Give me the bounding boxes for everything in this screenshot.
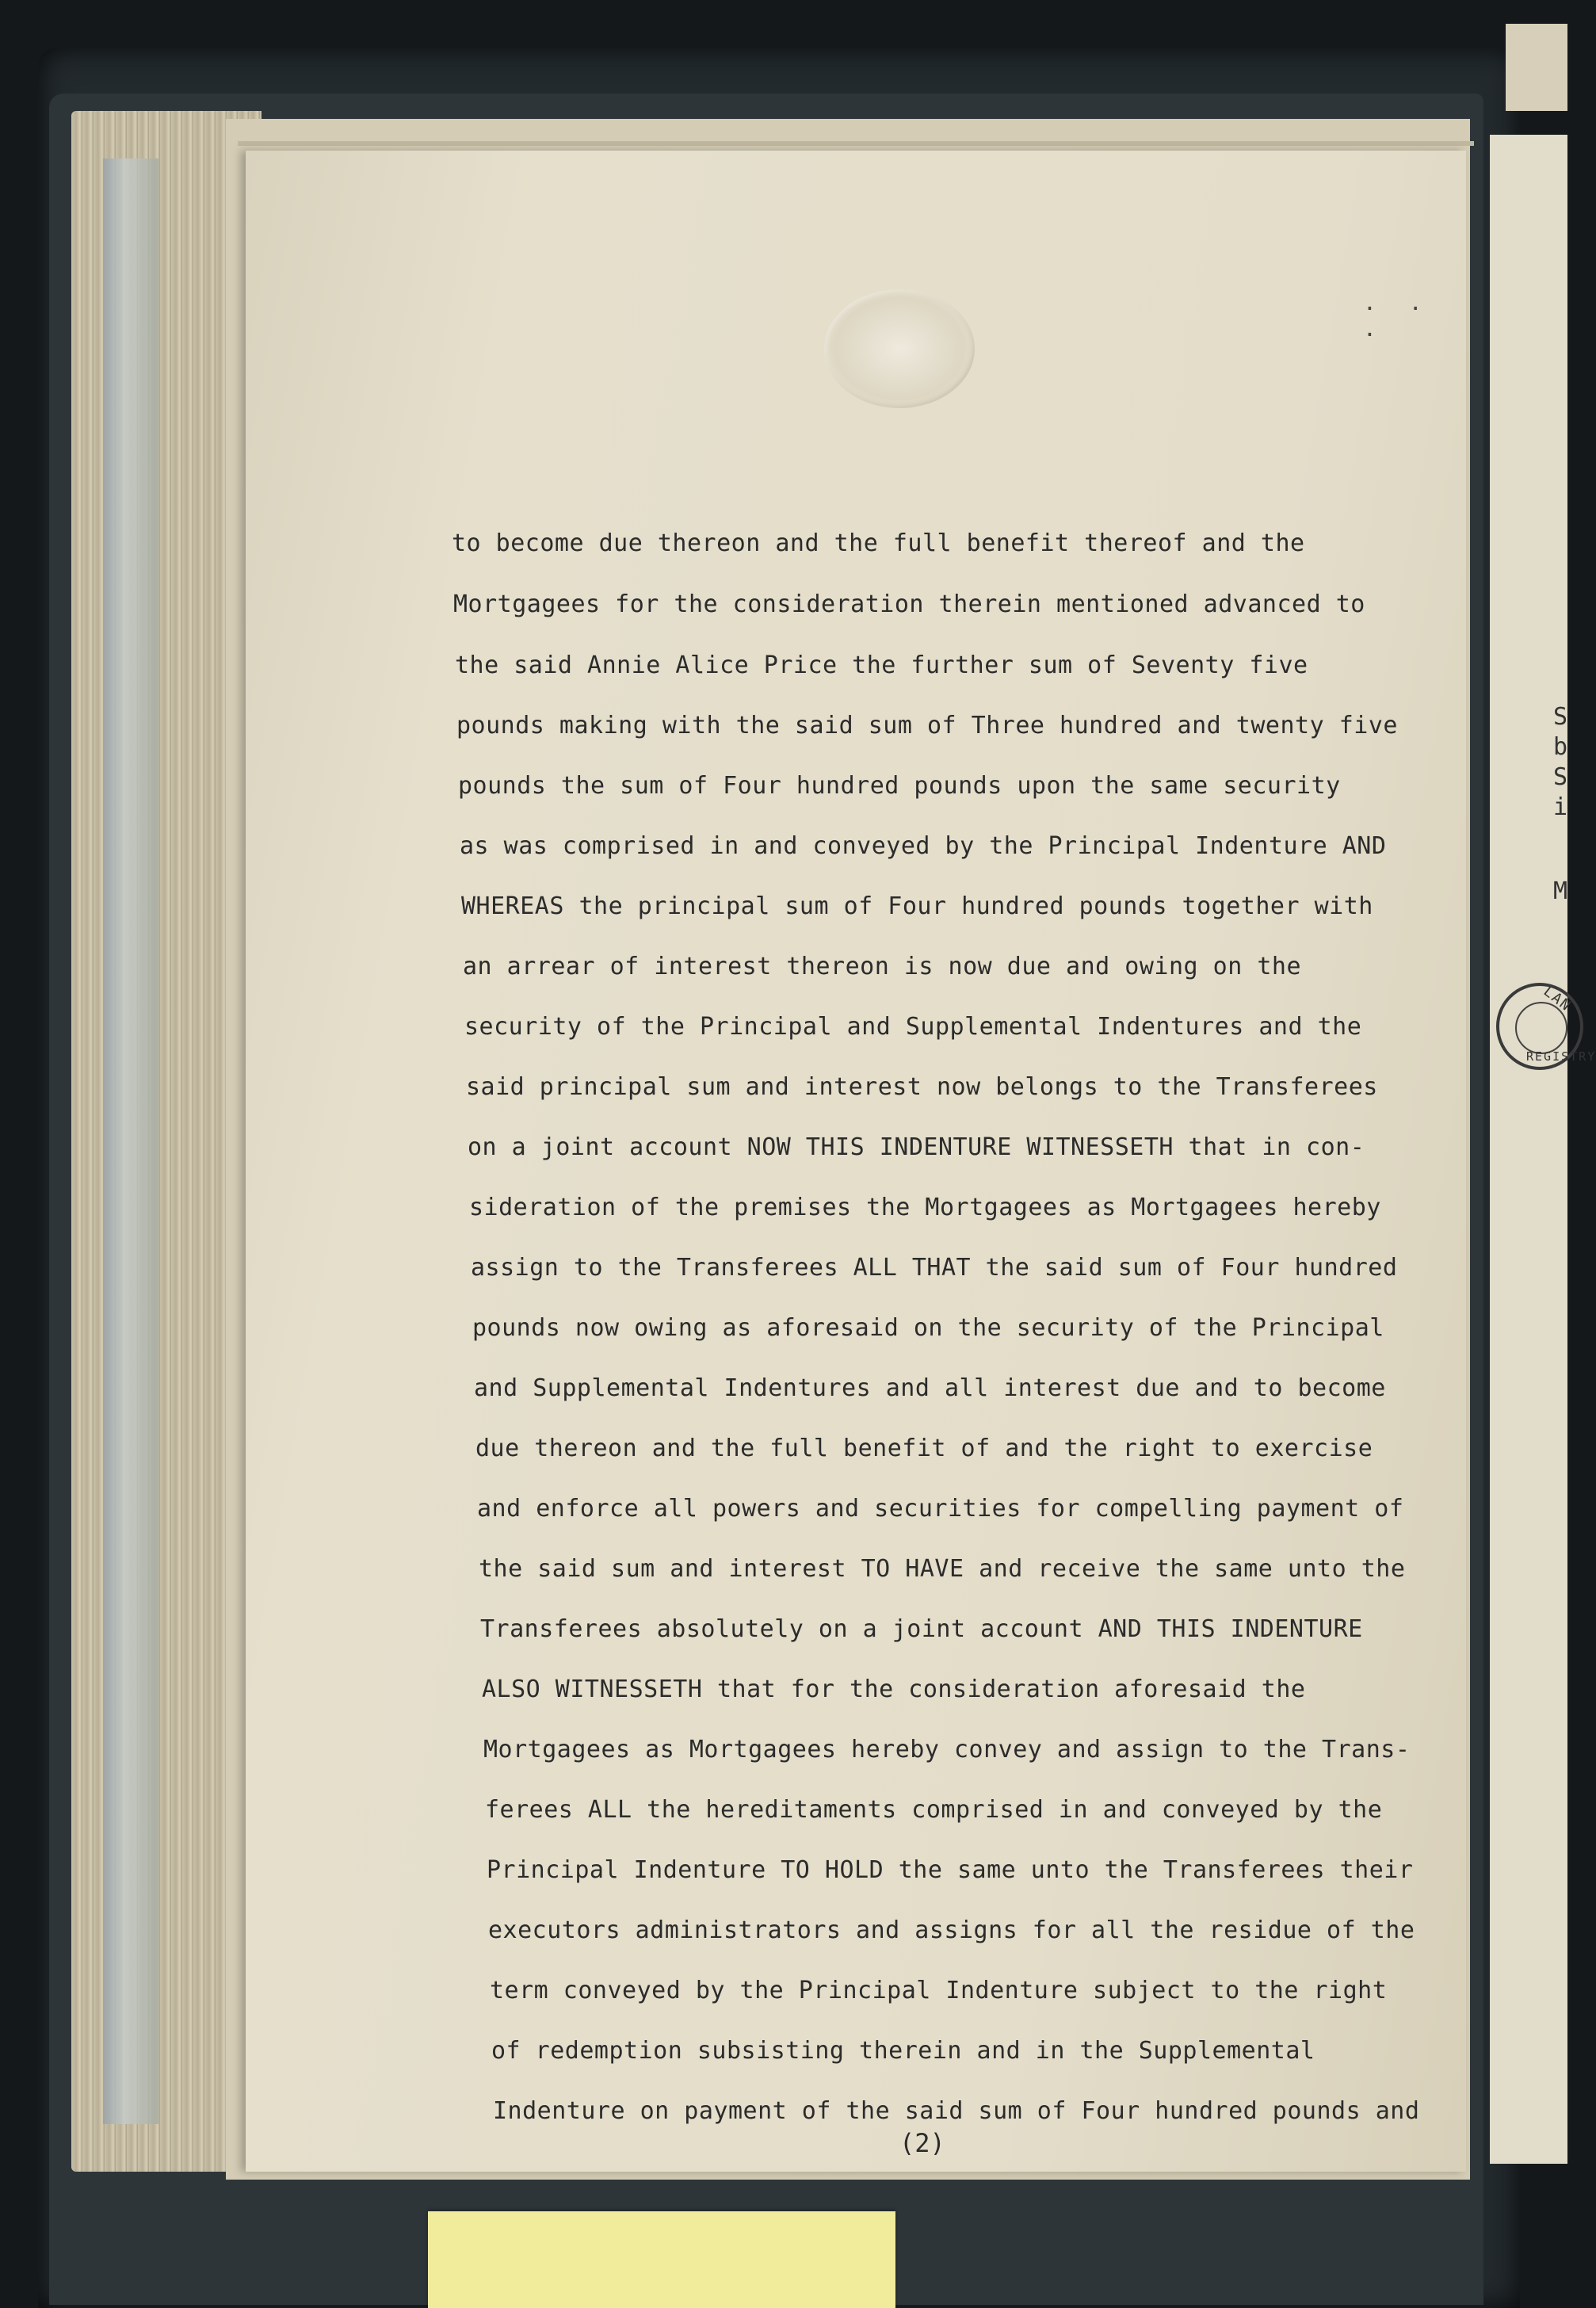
right-page-fragment: S <box>1553 703 1568 731</box>
document-line: due thereon and the full benefit of and the right to exercise <box>475 1435 1373 1462</box>
document-line: sideration of the premises the Mortgagees as Mortgagees hereby <box>469 1194 1381 1221</box>
document-line: to become due thereon and the full benefit thereof and the <box>452 529 1305 557</box>
right-page-fragment: S <box>1553 763 1568 791</box>
document-line: as was comprised in and conveyed by the Principal Indenture AND <box>460 832 1387 860</box>
right-page <box>1490 135 1567 2164</box>
document-line: and enforce all powers and securities for compelling payment of <box>477 1495 1404 1523</box>
document-line: the said Annie Alice Price the further sum of Seventy five <box>455 652 1308 679</box>
document-line: ALSO WITNESSETH that for the consideration aforesaid the <box>482 1676 1306 1703</box>
sticky-note-tab <box>428 2211 895 2308</box>
document-line: of redemption subsisting therein and in the Supplemental <box>491 2037 1315 2065</box>
page-number: (2) <box>899 2128 945 2158</box>
document-page <box>246 151 1466 2172</box>
stamp-text: LAN <box>1540 983 1575 1015</box>
document-line: pounds the sum of Four hundred pounds upon the same security <box>458 772 1341 800</box>
document-line: security of the Principal and Supplemental Indentures and the <box>464 1013 1362 1041</box>
document-line: said principal sum and interest now belongs to the Transferees <box>466 1073 1378 1101</box>
spine-strip <box>103 159 158 2124</box>
document-line: Transferees absolutely on a joint account AND THIS INDENTURE <box>480 1615 1363 1643</box>
land-registry-stamp <box>1496 983 1596 1070</box>
document-line: assign to the Transferees ALL THAT the said sum of Four hundred <box>471 1254 1398 1282</box>
document-line: ferees ALL the hereditaments comprised in and conveyed by the <box>485 1796 1383 1824</box>
document-line: and Supplemental Indentures and all interest due and to become <box>474 1374 1386 1402</box>
page-corner-marks: . . . <box>1363 289 1432 342</box>
document-line: term conveyed by the Principal Indenture subject to the right <box>490 1977 1388 2004</box>
right-page-top <box>1506 24 1567 111</box>
document-line: Principal Indenture TO HOLD the same unto the Transferees their <box>487 1856 1414 1884</box>
document-line: Mortgagees for the consideration therein mentioned advanced to <box>453 590 1365 618</box>
document-line: pounds now owing as aforesaid on the security of the Principal <box>472 1314 1384 1342</box>
document-line: on a joint account NOW THIS INDENTURE WITNESSETH that in con- <box>468 1133 1365 1161</box>
page-top-rule <box>238 141 1474 146</box>
document-line: WHEREAS the principal sum of Four hundred pounds together with <box>461 892 1373 920</box>
document-line: an arrear of interest thereon is now due and owing on the <box>463 953 1302 980</box>
embossed-seal-icon <box>824 289 975 408</box>
right-page-fragment: M <box>1553 877 1568 905</box>
right-page-fragment: i <box>1553 793 1568 821</box>
document-line: Indenture on payment of the said sum of Four hundred pounds and <box>493 2097 1420 2125</box>
document-line: the said sum and interest TO HAVE and receive the same unto the <box>479 1555 1406 1583</box>
document-line: pounds making with the said sum of Three hundred and twenty five <box>456 712 1398 739</box>
right-page-fragment: b <box>1553 733 1568 761</box>
document-line: Mortgagees as Mortgagees hereby convey and assign to the Trans- <box>483 1736 1411 1763</box>
document-line: executors administrators and assigns for all the residue of the <box>488 1916 1415 1944</box>
stamp-text-lower: REGISTRY <box>1526 1049 1596 1064</box>
